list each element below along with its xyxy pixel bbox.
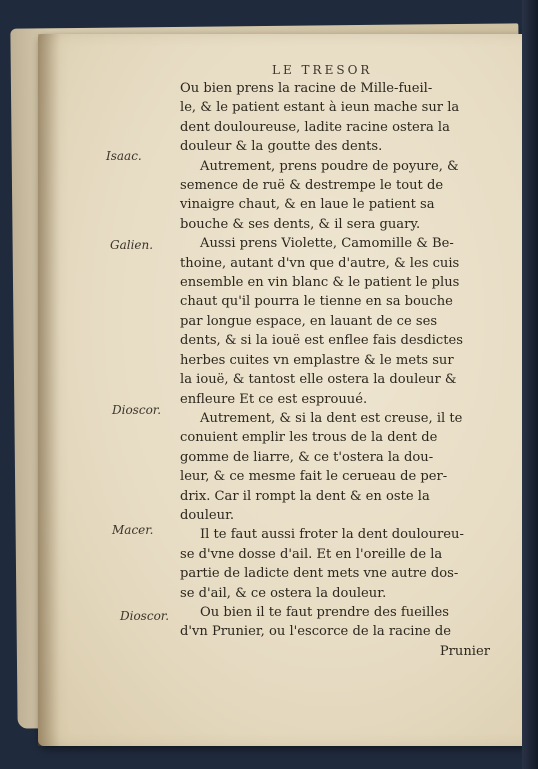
- margin-note-dioscor-2: Dioscor.: [120, 609, 170, 623]
- text-line: semence de ruë & destrempe le tout de: [180, 178, 444, 194]
- text-line: Ou bien il te faut prendre des fueilles: [200, 604, 449, 620]
- text-line: ensemble en vin blanc & le patient le plus: [180, 275, 460, 291]
- margin-note-macer: Macer.: [112, 523, 154, 537]
- text-line: d'vn Prunier, ou l'escorce de la racine de: [180, 624, 451, 640]
- text-line: Il te faut aussi froter la dent douloureu-: [200, 527, 464, 543]
- text-line: Ou bien prens la racine de Mille-fueil-: [180, 81, 433, 96]
- text-line: thoine, autant d'vn que d'autre, & les cuis: [180, 255, 460, 271]
- text-line: Autrement, & si la dent est creuse, il te: [200, 410, 463, 426]
- text-line: dent douloureuse, ladite racine ostera la: [180, 119, 450, 135]
- text-line: dents, & si la iouë est enflee fais desdictes: [180, 333, 463, 349]
- catchword: Prunier: [439, 643, 490, 659]
- text-line: la iouë, & tantost elle ostera la douleur &: [180, 372, 457, 388]
- margin-note-isaac: Isaac.: [106, 149, 142, 163]
- text-line: douleur.: [180, 507, 235, 523]
- text-line: drix. Car il rompt la dent & en oste la: [180, 488, 430, 504]
- text-line: Aussi prens Violette, Camomille & Be-: [200, 236, 454, 252]
- text-line: bouche & ses dents, & il sera guary.: [180, 216, 421, 232]
- body-text: [180, 79, 490, 661]
- text-line: vinaigre chaut, & en laue le patient sa: [180, 197, 435, 213]
- margin-note-dioscor-1: Dioscor.: [112, 403, 162, 417]
- gutter-shadow: [38, 34, 60, 746]
- text-line: se d'ail, & ce ostera la douleur.: [180, 585, 387, 601]
- running-head: LE TRESOR: [272, 63, 373, 77]
- margin-note-galien: Galien.: [110, 238, 154, 252]
- text-line: douleur & la goutte des dents.: [180, 139, 383, 155]
- text-line: leur, & ce mesme fait le cerueau de per-: [180, 469, 448, 485]
- text-line: herbes cuites vn emplastre & le mets sur: [180, 352, 454, 368]
- background-strip: [522, 0, 538, 769]
- text-line: partie de ladicte dent mets vne autre dos-: [180, 566, 459, 582]
- text-line: conuient emplir les trous de la dent de: [180, 430, 438, 446]
- text-line: enfleure Et ce est esprouué.: [180, 391, 368, 407]
- text-line: se d'vne dosse d'ail. Et en l'oreille de la: [180, 546, 443, 562]
- text-line: le, & le patient estant à ieun mache sur la: [180, 100, 460, 116]
- text-line: chaut qu'il pourra le tienne en sa bouche: [180, 294, 453, 310]
- text-line: Autrement, prens poudre de poyure, &: [200, 158, 459, 174]
- text-line: gomme de liarre, & ce t'ostera la dou-: [180, 449, 434, 465]
- text-line: par longue espace, en lauant de ce ses: [180, 313, 438, 329]
